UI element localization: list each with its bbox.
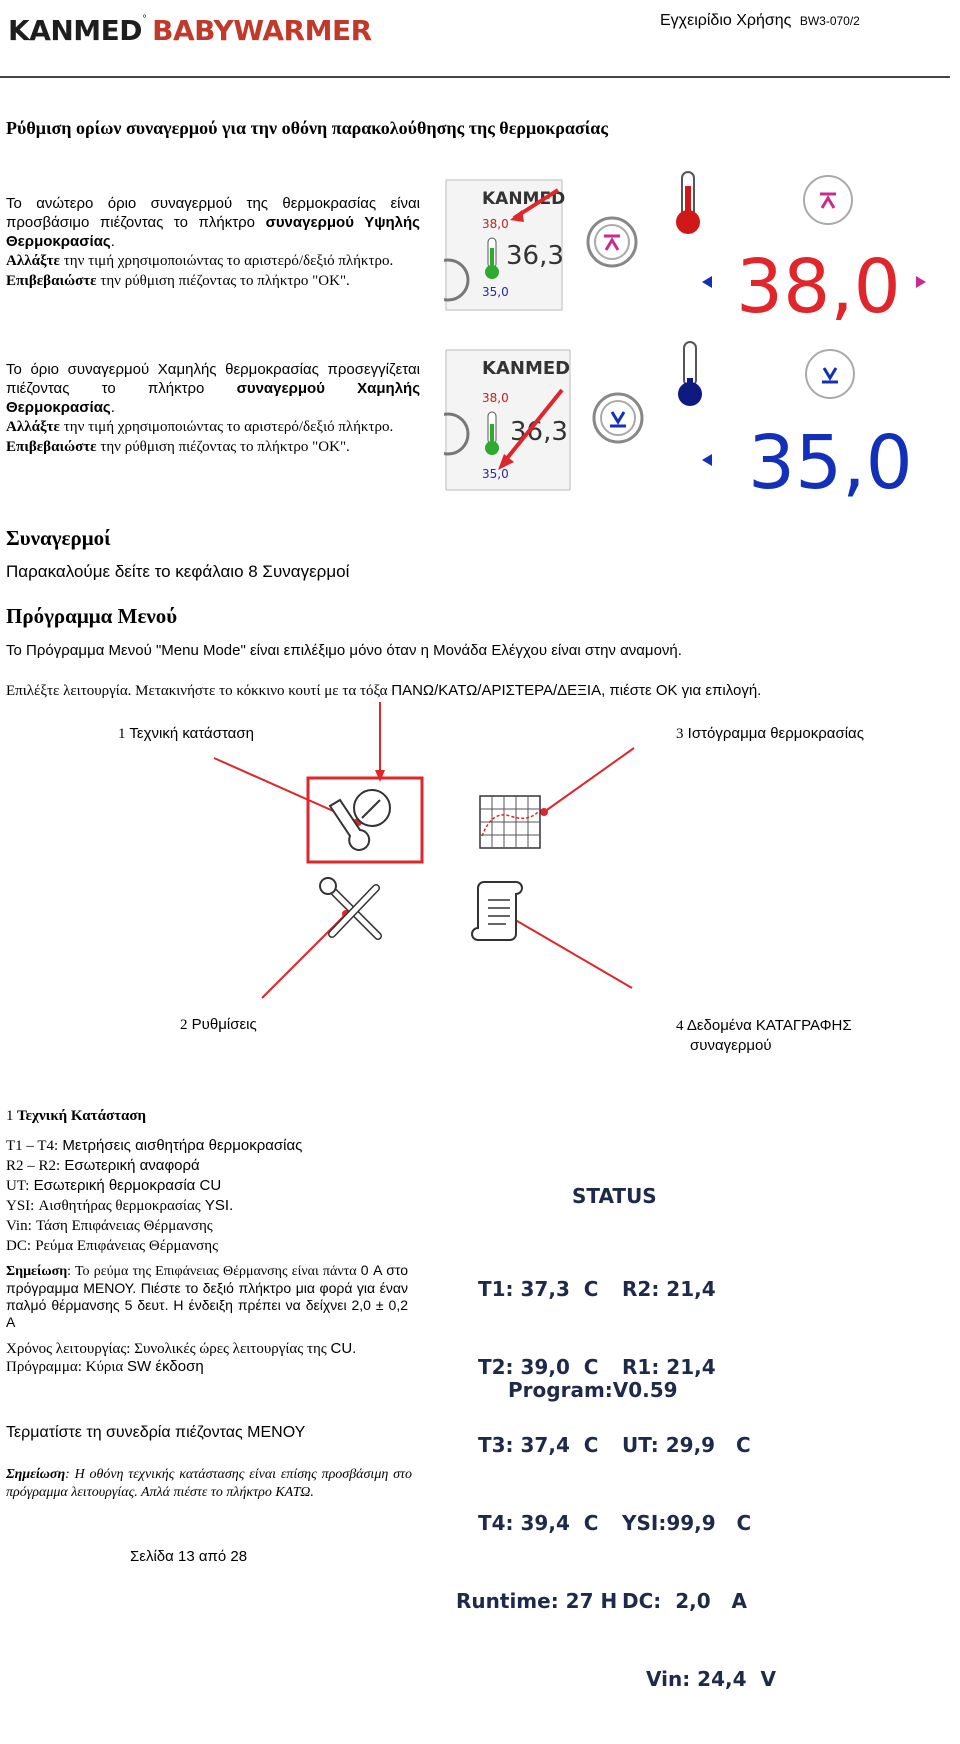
- doc-title: Εγχειρίδιο Χρήσης: [660, 12, 792, 29]
- thermometer-small-bulb: [485, 265, 499, 279]
- runtime-serif: Χρόνος λειτουργίας: Συνολικές ώρες λειτουργίας της: [6, 1341, 331, 1357]
- menu-item-2-text: Ρυθμίσεις: [191, 1016, 257, 1033]
- exit-text: Τερματίστε τη συνεδρία πιέζοντας ΜΕΝΟΥ: [6, 1424, 306, 1441]
- status-value: YSI:99,9 C: [622, 1511, 752, 1535]
- device-upper: 38,0: [482, 217, 509, 231]
- note2-bold: Σημείωση: [6, 1467, 66, 1482]
- thermometer-red-bulb: [676, 210, 700, 234]
- header-logo: [8, 14, 372, 47]
- section-title-alarm-limits: Ρύθμιση ορίων συναγερμού για την οθόνη παρακολούθησης της θερμοκρασίας: [6, 118, 608, 138]
- legend-desc: Εσωτερική αναφορά: [64, 1157, 200, 1174]
- legend-desc: Εσωτερική θερμοκρασία CU: [33, 1177, 222, 1194]
- program-sans: SW έκδοση: [127, 1358, 204, 1375]
- device-current: 36,3: [510, 417, 568, 447]
- histogram-icon: [480, 796, 540, 848]
- menu-text-1: Το Πρόγραμμα Μενού "Menu Mode" είναι επιλέξιμο μόνο όταν η Μονάδα Ελέγχου είναι στην αναμονή.: [6, 642, 682, 659]
- legend-desc: Μετρήσεις αισθητήρα θερμοκρασίας: [62, 1137, 303, 1154]
- runtime-line: [6, 1340, 356, 1358]
- legend-row: [6, 1216, 426, 1236]
- status-value: T2: 39,0 C: [478, 1355, 599, 1379]
- high-confirm-rest: την ρύθμιση πιέζοντας το πλήκτρο "OK".: [96, 273, 350, 289]
- program-line: [6, 1358, 204, 1376]
- status-value: R1: 21,4: [622, 1355, 716, 1379]
- status-title-text: Τεχνική Κατάσταση: [16, 1108, 147, 1124]
- thermometer-blue-bulb: [678, 382, 702, 406]
- high-key-name: συναγερμού Υψηλής Θερμοκρασίας: [6, 214, 420, 250]
- thermometer-small-fill: [490, 248, 494, 266]
- menu-item-3-label: [676, 725, 864, 743]
- legend-code: UT:: [6, 1178, 30, 1194]
- note-serif: : Το ρεύμα της Επιφάνειας Θέρμανσης είναι πάντα: [67, 1264, 361, 1279]
- status-note: [6, 1262, 408, 1331]
- big-high-value: 38,0: [736, 244, 901, 320]
- technical-status-icon: [330, 790, 390, 850]
- high-confirm-bold: Επιβεβαιώστε: [6, 273, 97, 289]
- menu-text-2-sans: ΠΑΝΩ/ΚΑΤΩ/ΑΡΙΣΤΕΡΑ/ΔΕΞΙΑ, πιέστε OK για επιλογή.: [391, 682, 762, 699]
- menu-item-4-text2: συναγερμού: [690, 1037, 772, 1054]
- display-high-figure: [444, 170, 944, 320]
- status-program: Program:V0.59: [508, 1378, 678, 1402]
- high-period: .: [110, 233, 115, 250]
- legend-code: YSI:: [6, 1198, 35, 1214]
- display-low-figure: [444, 338, 944, 498]
- high-limit-paragraph: [6, 194, 420, 291]
- arrow-item-2: [262, 914, 346, 998]
- alarm-log-icon: [472, 882, 522, 940]
- arrow-item-4: [512, 918, 632, 988]
- low-confirm-bold: Επιβεβαιώστε: [6, 439, 97, 455]
- settings-icon: [320, 878, 378, 936]
- thermometer-small-fill: [490, 424, 494, 442]
- logo-degree-icon: °: [142, 14, 148, 25]
- status-title-num: 1: [6, 1108, 14, 1124]
- menu-item-2-num: 2: [180, 1017, 188, 1033]
- low-key-name: συναγερμού Χαμηλής Θερμοκρασίας: [6, 380, 421, 416]
- device-brand: KANMED: [482, 358, 571, 379]
- section-title-alarms: Συναγερμοί: [6, 526, 111, 550]
- menu-item-3-text: Ιστόγραμμα θερμοκρασίας: [687, 725, 864, 742]
- low-change-rest: την τιμή χρησιμοποιώντας το αριστερό/δεξιό πλήκτρο.: [59, 419, 394, 435]
- display-low-svg: [444, 338, 944, 498]
- logo-babywarmer: BABYWARMER: [152, 14, 372, 47]
- legend-row: [6, 1196, 426, 1216]
- status-value: Runtime: 27 H: [456, 1589, 618, 1613]
- low-alarm-indicator-icon: [806, 350, 854, 398]
- status-value: T3: 37,4 C: [478, 1433, 599, 1457]
- legend-row: [6, 1136, 426, 1156]
- menu-item-4-text: Δεδομένα ΚΑΤΑΓΡΑΦΗΣ: [686, 1017, 852, 1034]
- note2-text: : Η οθόνη τεχνικής κατάστασης είναι επίσης προσβάσιμη στο πρόγραμμα λειτουργίας. Απλά πιέστε το πλήκτρο ΚΑΤΩ.: [6, 1467, 412, 1500]
- note-sans: 0 A στο πρόγραμμα ΜΕΝΟΥ. Πιέστε το δεξιό πλήκτρο μια φορά για έναν παλμό θέρμανσης 5 δευτ. Η ένδειξη πρέπει να δείχνει 2,0 ± 0,2 A: [6, 1262, 409, 1330]
- low-change-bold: Αλλάξτε: [6, 419, 60, 435]
- arrow-to-selection-head: [375, 770, 385, 782]
- high-text: Το ανώτερο όριο συναγερμού της θερμοκρασίας είναι προσβάσιμο πιέζοντας το πλήκτρο: [6, 195, 420, 231]
- display-high-svg: [444, 170, 944, 320]
- right-arrow-icon: [916, 276, 926, 288]
- thermometer-small-bulb: [485, 441, 499, 455]
- status-screen: [440, 1180, 780, 1691]
- logo-kanmed: KANMED: [8, 14, 143, 47]
- note-bold: Σημείωση: [6, 1264, 68, 1279]
- legend-row: [6, 1236, 426, 1256]
- header-divider: [0, 76, 950, 78]
- runtime-sans: CU.: [330, 1340, 357, 1357]
- big-low-value: 35,0: [748, 420, 913, 498]
- menu-item-4-num: 4: [676, 1018, 684, 1034]
- low-limit-paragraph: [6, 360, 420, 457]
- high-change-rest: την τιμή χρησιμοποιώντας το αριστερό/δεξιό πλήκτρο.: [59, 253, 394, 269]
- legend-code: DC:: [6, 1238, 32, 1254]
- device-upper: 38,0: [482, 391, 509, 405]
- device-brand: KANMED: [482, 189, 566, 209]
- legend-code: T1 – T4:: [6, 1138, 59, 1154]
- low-period: .: [110, 399, 115, 416]
- high-change-bold: Αλλάξτε: [6, 253, 60, 269]
- alarms-text: Παρακαλούμε δείτε το κεφάλαιο 8 Συναγερμοί: [6, 562, 350, 581]
- menu-item-1-num: 1: [118, 726, 126, 742]
- low-text: Το όριο συναγερμού Χαμηλής θερμοκρασίας προσεγγίζεται πιέζοντας το πλήκτρο: [6, 361, 420, 397]
- legend-code: Vin:: [6, 1218, 32, 1234]
- section-title-menu: Πρόγραμμα Μενού: [6, 604, 178, 628]
- status-screen-title: STATUS: [572, 1184, 657, 1208]
- low-confirm-rest: την ρύθμιση πιέζοντας το πλήκτρο "OK".: [96, 439, 350, 455]
- doc-code: BW3-070/2: [799, 14, 860, 28]
- arrow-item-3-dot: [540, 808, 548, 816]
- legend-desc-serif: Ρεύμα Επιφάνειας Θέρμανσης: [35, 1238, 219, 1254]
- left-arrow-icon: [702, 276, 712, 288]
- status-right-col: [622, 1224, 776, 1744]
- low-alarm-key-ring: [601, 401, 635, 435]
- menu-text-2: [6, 682, 761, 700]
- legend-desc: YSI.: [204, 1197, 234, 1214]
- status-left-col: [456, 1224, 618, 1666]
- doc-header-right: [660, 12, 860, 30]
- status-title: [6, 1108, 146, 1125]
- status-value: DC: 2,0 A: [622, 1589, 747, 1613]
- device-current: 36,3: [506, 241, 564, 271]
- status-value: UT: 29,9 C: [622, 1433, 751, 1457]
- program-serif: Πρόγραμμα: Κύρια: [6, 1359, 128, 1375]
- status-value: R2: 21,4: [622, 1277, 716, 1301]
- status-legend: [6, 1136, 426, 1256]
- status-note-2: [6, 1466, 412, 1502]
- status-value: T4: 39,4 C: [478, 1511, 599, 1535]
- menu-item-4-label: [676, 1016, 852, 1056]
- legend-desc-serif: Τάση Επιφάνειας Θέρμανσης: [35, 1218, 213, 1234]
- menu-item-2-label: [180, 1016, 257, 1034]
- legend-row: [6, 1176, 426, 1196]
- legend-row: [6, 1156, 426, 1176]
- arrow-item-3: [544, 748, 634, 812]
- status-value: Vin: 24,4 V: [646, 1667, 776, 1691]
- page-number: Σελίδα 13 από 28: [130, 1548, 248, 1565]
- device-lower: 35,0: [482, 467, 509, 481]
- device-lower: 35,0: [482, 285, 509, 299]
- legend-code: R2 – R2:: [6, 1158, 61, 1174]
- menu-text-2-serif: Επιλέξτε λειτουργία. Μετακινήστε το κόκκινο κουτί με τα τόξα: [6, 683, 392, 699]
- status-value: T1: 37,3 C: [478, 1277, 599, 1301]
- legend-desc-serif: Αισθητήρας θερμοκρασίας: [38, 1198, 201, 1214]
- menu-item-3-num: 3: [676, 726, 684, 742]
- left-arrow-icon: [702, 454, 712, 466]
- menu-item-1-text: Τεχνική κατάσταση: [129, 725, 254, 742]
- menu-diagram: [180, 700, 660, 1010]
